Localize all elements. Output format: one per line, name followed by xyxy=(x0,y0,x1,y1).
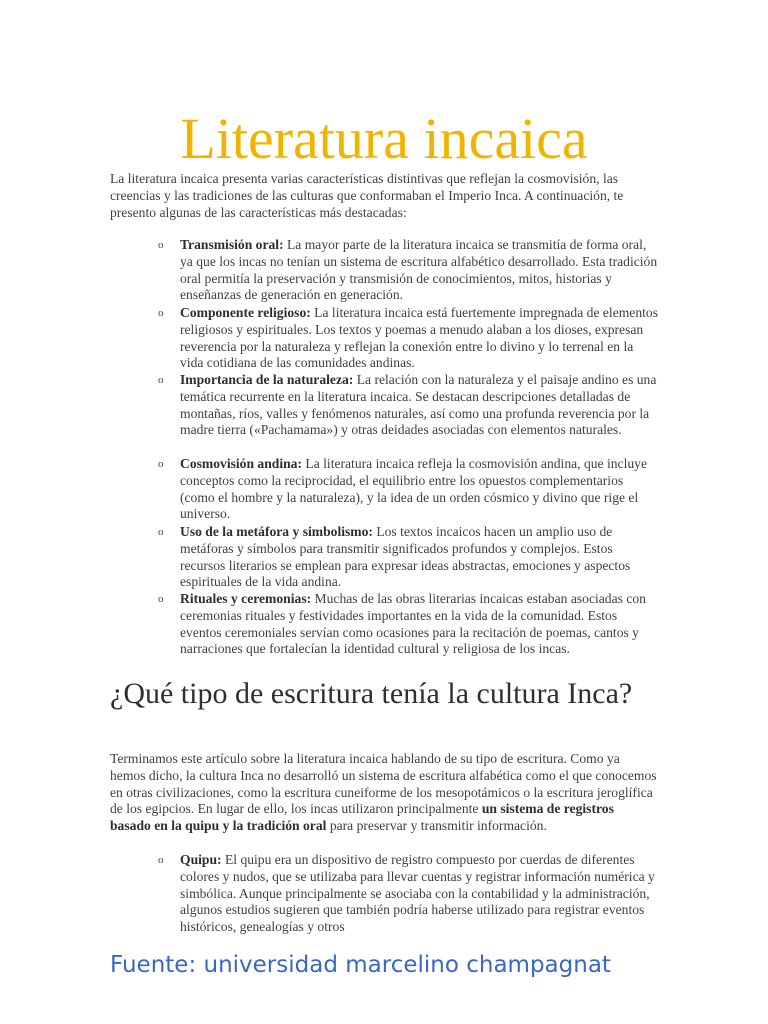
page-title: Literatura incaica xyxy=(180,106,588,171)
list-bullet: o xyxy=(158,374,164,386)
list-bullet: o xyxy=(158,526,164,538)
list-bullet: o xyxy=(158,458,164,470)
list-bullet: o xyxy=(158,239,164,251)
list-bullet: o xyxy=(158,854,164,866)
item-term: Uso de la metáfora y simbolismo: xyxy=(180,524,373,539)
list-item xyxy=(180,456,658,523)
item-term: Quipu: xyxy=(180,852,222,867)
section-heading: ¿Qué tipo de escritura tenía la cultura Inca? xyxy=(110,677,633,710)
item-text: Muchas de las obras literarias incaicas estaban asociadas con ceremonias rituales y festividades importantes en la vida de la comunidad. Estos eventos ceremoniales servían como ocasiones para la recitación de poemas, cantos y narraciones que fortalecían la identidad cultural y religiosa de los incas. xyxy=(180,591,646,657)
paragraph-bold: un sistema de registros basado en la quipu y la tradición oral xyxy=(110,801,614,834)
paragraph-text: Terminamos este artículo sobre la literatura incaica hablando de su tipo de escritura. Como ya hemos dicho, la cultura Inca no desarrolló un sistema de escritura alfabética como el que conocemos en otras civilizaciones, como la escritura cuneiforme de los mesopotámicos o la escritura jeroglífica de los egipcios. En lugar de ello, los incas utilizaron principalmente xyxy=(110,751,657,817)
item-text: Los textos incaicos hacen un amplio uso de metáforas y símbolos para transmitir significados profundos y complejos. Estos recursos literarios se emplean para expresar ideas abstractas, emociones y aspectos espirituales de la vida andina. xyxy=(180,524,631,590)
list-item xyxy=(180,372,658,439)
item-text: La literatura incaica está fuertemente impregnada de elementos religiosos y espirituales. Los textos y poemas a menudo alaban a los dioses, expresan reverencia por la naturaleza y reflejan la conexión entre lo divino y lo terrenal en la vida cotidiana de las comunidades andinas. xyxy=(180,305,658,371)
paragraph-text-end: para preservar y transmitir información. xyxy=(326,818,547,834)
quipu-item xyxy=(180,852,658,936)
list-item xyxy=(180,524,658,591)
item-text: La mayor parte de la literatura incaica se transmitía de forma oral, ya que los incas no tenían un sistema de escritura alfabético desarrollado. Esta tradición oral permitía la preservación y transmisión de conocimientos, mitos, historias y enseñanzas de generación en generación. xyxy=(180,237,658,303)
list-item xyxy=(180,237,658,304)
section-paragraph xyxy=(110,751,658,835)
item-text: La literatura incaica refleja la cosmovisión andina, que incluye conceptos como la reciprocidad, el equilibrio entre los opuestos complementarios (como el hombre y la naturaleza), y la idea de un orden cósmico y divino que rige el universo. xyxy=(180,456,647,522)
list-item xyxy=(180,305,658,372)
item-term: Importancia de la naturaleza: xyxy=(180,372,354,387)
item-term: Componente religioso: xyxy=(180,305,311,320)
item-term: Rituales y ceremonias: xyxy=(180,591,312,606)
item-term: Cosmovisión andina: xyxy=(180,456,302,471)
intro-paragraph: La literatura incaica presenta varias características distintivas que reflejan la cosmovisión, las creencias y las tradiciones de las culturas que conformaban el Imperio Inca. A continuación, te presento algunas de las características más destacadas: xyxy=(110,171,624,220)
list-bullet: o xyxy=(158,593,164,605)
item-term: Transmisión oral: xyxy=(180,237,284,252)
list-bullet: o xyxy=(158,307,164,319)
item-text: El quipu era un dispositivo de registro compuesto por cuerdas de diferentes colores y nudos, que se utilizaba para llevar cuentas y registrar información numérica y simbólica. Aunque principalmente se asociaba con la contabilidad y la administración, algunos estudios sugieren que también podría haberse utilizado para registrar eventos históricos, genealogías y otros xyxy=(180,852,655,935)
source-caption: Fuente: universidad marcelino champagnat xyxy=(110,952,611,978)
list-item xyxy=(180,591,658,658)
item-text: La relación con la naturaleza y el paisaje andino es una temática recurrente en la literatura incaica. Se destacan descripciones detalladas de montañas, ríos, valles y fenómenos naturales, así como una profunda reverencia por la madre tierra («Pachamama») y otras deidades asociadas con elementos naturales. xyxy=(180,372,657,438)
